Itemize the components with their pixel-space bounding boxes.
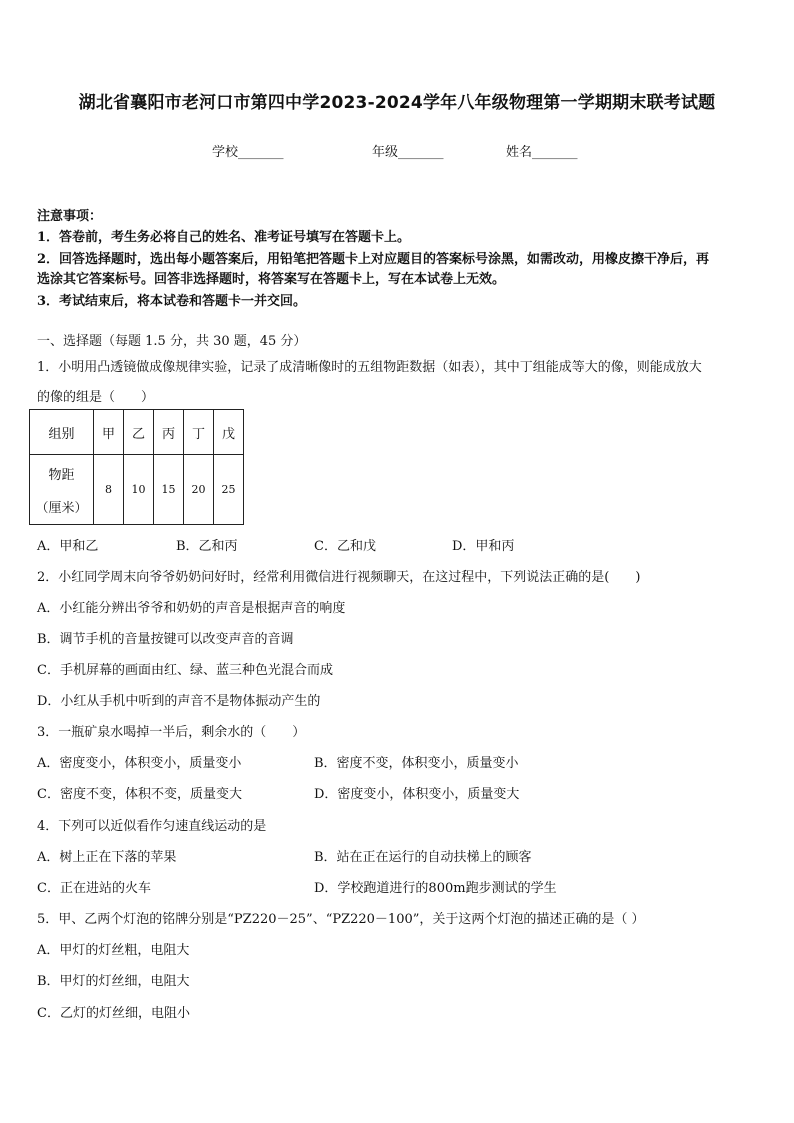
focal-distance-table (29, 409, 244, 525)
notes-heading: 注意事项： (37, 209, 103, 224)
note-1: 1．答卷前，考生务必将自己的姓名、准考证号填写在答题卡上。 (37, 230, 411, 245)
q3-option-a: A．密度变小，体积变小，质量变小 (37, 756, 242, 771)
note-2-line-1: 2．回答选择题时，选出每小题答案后，用铅笔把答题卡上对应题目的答案标号涂黑，如需改动，用橡皮擦干净后，再 (37, 252, 710, 267)
q4-option-a: A．树上正在下落的苹果 (37, 850, 177, 865)
table-cell: 丁 (184, 410, 214, 455)
table-cell: 10 (124, 455, 154, 525)
q1-option-d: D．甲和丙 (452, 539, 515, 554)
q5-option-c: C．乙灯的灯丝细，电阻小 (37, 1006, 190, 1021)
q2-option-c: C．手机屏幕的画面由红、绿、蓝三种色光混合而成 (37, 663, 333, 678)
table-cell: 丙 (154, 410, 184, 455)
q1-stem-line-1: 1．小明用凸透镜做成像规律实验，记录了成清晰像时的五组物距数据（如表），其中丁组能成等大的像，则能成放大 (37, 360, 702, 375)
table-cell: 8 (94, 455, 124, 525)
q3-option-b: B．密度不变，体积变小，质量变小 (314, 756, 519, 771)
name-field: 姓名_______ (506, 145, 578, 160)
table-cell: 20 (184, 455, 214, 525)
table-header-cell: 组别 (30, 410, 94, 455)
q2-option-b: B．调节手机的音量按键可以改变声音的音调 (37, 632, 294, 647)
table-row (30, 410, 244, 455)
q1-stem-line-2: 的像的组是（ ） (37, 390, 155, 405)
q3-stem: 3．一瓶矿泉水喝掉一半后，剩余水的（ ） (37, 725, 306, 740)
q5-option-a: A．甲灯的灯丝粗，电阻大 (37, 943, 190, 958)
table-cell: 戊 (214, 410, 244, 455)
note-2-line-2: 选涂其它答案标号。回答非选择题时，将答案写在答题卡上，写在本试卷上无效。 (37, 272, 506, 287)
table-header-cell (30, 455, 94, 525)
table-cell: 甲 (94, 410, 124, 455)
q4-option-b: B．站在正在运行的自动扶梯上的顾客 (314, 850, 532, 865)
q5-stem: 5．甲、乙两个灯泡的铭牌分别是“PZ220－25”、“PZ220－100”，关于这两个灯泡的描述正确的是（ ） (37, 912, 645, 927)
q3-option-d: D．密度变小，体积变小，质量变大 (314, 787, 520, 802)
row-label-line-1: 物距 (48, 467, 75, 483)
q1-option-b: B．乙和丙 (176, 539, 238, 554)
q1-option-a: A．甲和乙 (37, 539, 99, 554)
row-label-line-2: （厘米） (35, 500, 88, 516)
exam-title: 湖北省襄阳市老河口市第四中学2023-2024学年八年级物理第一学期期末联考试题 (78, 93, 716, 113)
section-heading: 一、选择题（每题 1.5 分，共 30 题，45 分） (37, 334, 307, 349)
q5-option-b: B．甲灯的灯丝细，电阻大 (37, 974, 190, 989)
table-row (30, 455, 244, 525)
table-cell: 乙 (124, 410, 154, 455)
q2-option-a: A．小红能分辨出爷爷和奶奶的声音是根据声音的响度 (37, 601, 346, 616)
q4-option-d: D．学校跑道进行的800m跑步测试的学生 (314, 881, 557, 896)
table-cell: 15 (154, 455, 184, 525)
school-field: 学校_______ (212, 145, 284, 160)
q4-stem: 4．下列可以近似看作匀速直线运动的是 (37, 819, 267, 834)
q1-option-c: C．乙和戊 (314, 539, 376, 554)
note-3: 3．考试结束后，将本试卷和答题卡一并交回。 (37, 294, 307, 309)
table-cell: 25 (214, 455, 244, 525)
q2-option-d: D．小红从手机中听到的声音不是物体振动产生的 (37, 694, 321, 709)
q3-option-c: C．密度不变，体积不变，质量变大 (37, 787, 242, 802)
q2-stem: 2．小红同学周末向爷爷奶奶问好时，经常利用微信进行视频聊天，在这过程中，下列说法正确的是( ) (37, 570, 641, 585)
q4-option-c: C．正在进站的火车 (37, 881, 151, 896)
grade-field: 年级_______ (372, 145, 444, 160)
